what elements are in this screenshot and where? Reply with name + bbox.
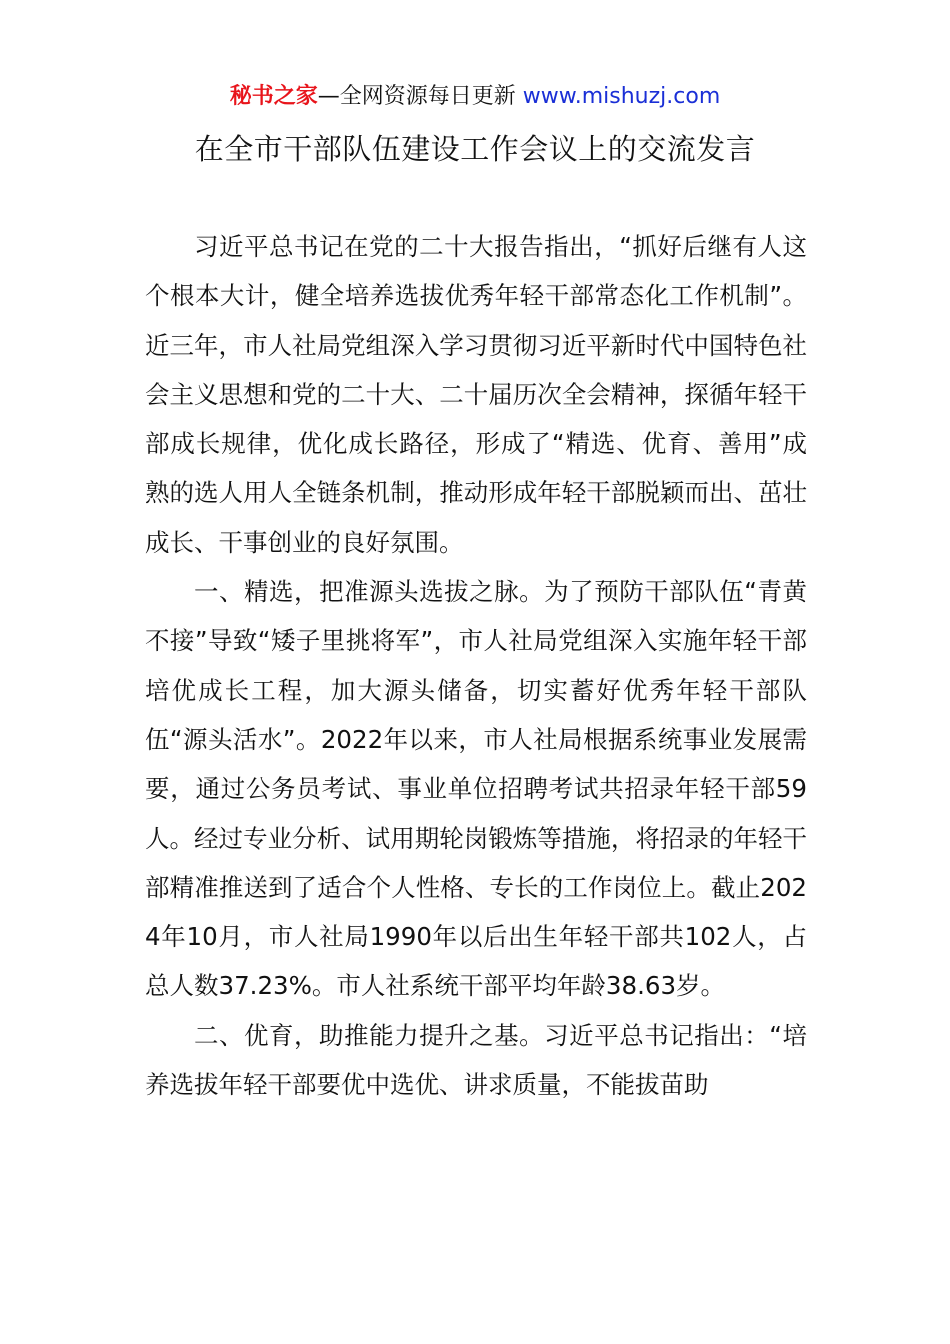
document-body	[145, 222, 807, 1109]
paragraph-section-two: 二、优育，助推能力提升之基。习近平总书记指出：“培养选拔年轻干部要优中选优、讲求质量，不能拔苗助	[145, 1020, 807, 1100]
paragraph-intro: 习近平总书记在党的二十大报告指出，“抓好后继有人这个根本大计，健全培养选拔优秀年轻干部常态化工作机制”。近三年，市人社局党组深入学习贯彻习近平新时代中国特色社会主义思想和党的二十大、二十届历次全会精神，探循年轻干部成长规律，优化成长路径，形成了“精选、优育、善用”成熟的选人用人全链条机制，推动形成年轻干部脱颖而出、茁壮成长、干事创业的良好氛围。	[145, 232, 807, 557]
site-name: 秘书之家	[229, 84, 318, 109]
document-title: 在全市干部队伍建设工作会议上的交流发言	[194, 132, 756, 166]
paragraph-section-one: 一、精选，把准源头选拔之脉。为了预防干部队伍“青黄不接”导致“矮子里挑将军”，市人社局党组深入实施年轻干部培优成长工程，加大源头储备，切实蓄好优秀年轻干部队伍“源头活水”。2022年以来，市人社局根据系统事业发展需要，通过公务员考试、事业单位招聘考试共招录年轻干部59人。经过专业分析、试用期轮岗锻炼等措施，将招录的年轻干部精准推送到了适合个人性格、专长的工作岗位上。截止2024年10月，市人社局1990年以后出生年轻干部共102人，占总人数37.23%。市人社系统干部平均年龄38.63岁。	[145, 577, 807, 1001]
site-header	[0, 82, 950, 112]
site-url-link[interactable]: www.mishuzj.com	[522, 84, 721, 109]
site-tagline: —全网资源每日更新	[317, 84, 523, 109]
